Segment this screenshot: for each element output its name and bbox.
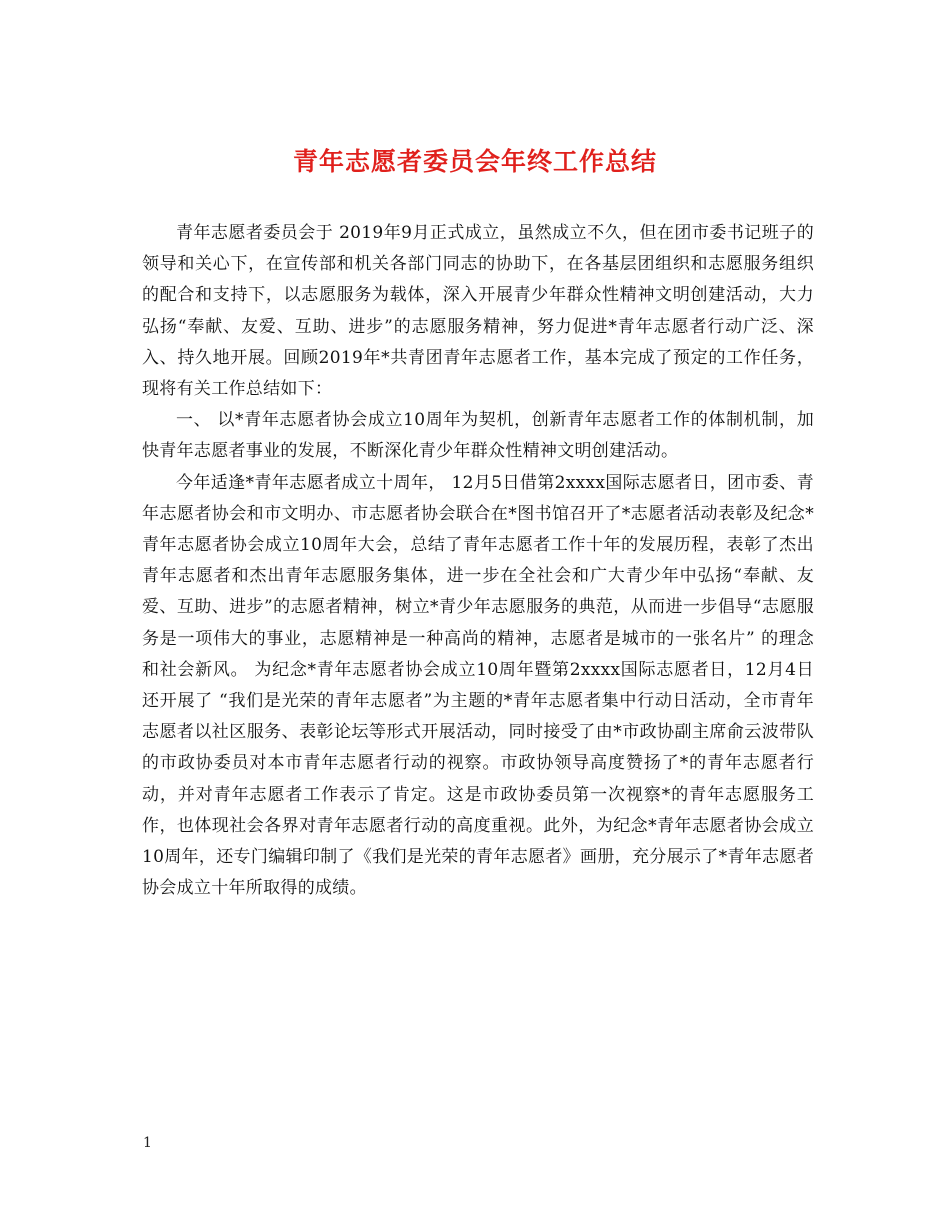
paragraph-section-one-heading: 一、 以*青年志愿者协会成立10周年为契机，创新青年志愿者工作的体制机制，加快青年志愿者事业的发展，不断深化青少年群众性精神文明创建活动。 — [142, 410, 814, 462]
document-body — [142, 218, 814, 904]
document-title: 青年志愿者委员会年终工作总结 — [292, 147, 657, 176]
paragraph-anniversary-activities: 今年适逢*青年志愿者成立十周年， 12月5日借第2xxxx国际志愿者日，团市委、青年志愿者协会和市文明办、市志愿者协会联合在*图书馆召开了*志愿者活动表彰及纪念*青年志愿者协会成立10周年大会，总结了青年志愿者工作十年的发展历程，表彰了杰出青年志愿者和杰出青年志愿服务集体，进一步在全社会和广大青少年中弘扬“奉献、友爱、互助、进步”的志愿者精神，树立*青少年志愿服务的典范，从而进一步倡导“志愿服务是一项伟大的事业，志愿精神是一种高尚的精神，志愿者是城市的一张名片” 的理念和社会新风。 为纪念*青年志愿者协会成立10周年暨第2xxxx国际志愿者日，12月4日还开展了 “我们是光荣的青年志愿者”为主题的*青年志愿者集中行动日活动，全市青年志愿者以社区服务、表彰论坛等形式开展活动，同时接受了由*市政协副主席俞云波带队的市政协委员对本市青年志愿者行动的视察。市政协领导高度赞扬了*的青年志愿者行动，并对青年志愿者工作表示了肯定。这是市政协委员第一次视察*的青年志愿服务工作，也体现社会各界对青年志愿者行动的高度重视。此外，为纪念*青年志愿者协会成立10周年，还专门编辑印制了《我们是光荣的青年志愿者》画册，充分展示了*青年志愿者协会成立十年所取得的成绩。 — [142, 472, 814, 899]
page-number: 1 — [143, 1135, 152, 1151]
paragraph-intro: 青年志愿者委员会于 2019年9月正式成立，虽然成立不久，但在团市委书记班子的领导和关心下，在宣传部和机关各部门同志的协助下，在各基层团组织和志愿服务组织的配合和支持下，以志愿服务为载体，深入开展青少年群众性精神文明创建活动，大力弘扬“奉献、友爱、互助、进步”的志愿服务精神，努力促进*青年志愿者行动广泛、深入、持久地开展。回顾2019年*共青团青年志愿者工作，基本完成了预定的工作任务，现将有关工作总结如下： — [142, 223, 814, 400]
